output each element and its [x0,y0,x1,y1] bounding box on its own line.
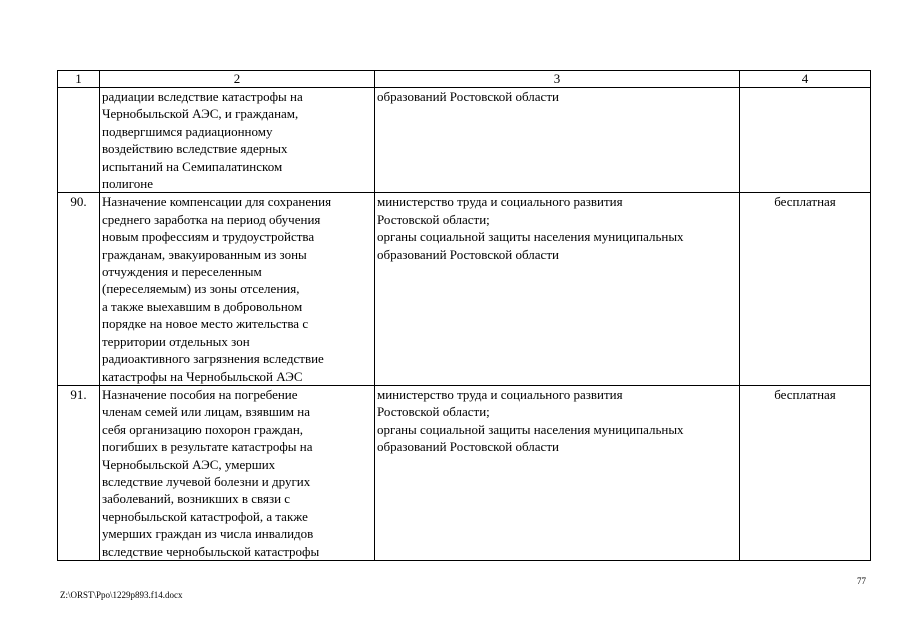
service-name-line: подвергшимся радиационному [102,123,273,139]
row-number: 90. [58,193,100,385]
service-name-line: умерших граждан из числа инвалидов [102,526,314,542]
authority-line: органы социальной защиты населения муниципальных [377,421,684,437]
table-row [58,88,871,193]
table-row [58,385,871,560]
service-name-cell [100,193,375,385]
table-header-row [58,71,871,88]
service-name-line: Чернобыльской АЭС, умерших [102,456,276,472]
table-row [58,193,871,385]
services-table [57,70,871,561]
service-name-line: себя организацию похорон граждан, [102,421,304,437]
service-name-line: погибших в результате катастрофы на [102,439,313,455]
header-col-4: 4 [740,71,871,88]
service-name-line: вследствие лучевой болезни и других [102,473,311,489]
service-name-line: чернобыльской катастрофой, а также [102,508,308,524]
file-path: Z:\ORST\Ppo\1229p893.f14.docx [60,590,183,600]
authority-line: Ростовской области; [377,404,490,420]
service-name-line: Назначение компенсации для сохранения [102,194,332,210]
authority-cell [375,193,740,385]
service-name-line: радиации вследствие катастрофы на [102,89,303,104]
service-name-line: новым профессиям и трудоустройства [102,229,315,245]
service-name-line: полигоне [102,176,153,192]
service-name-line: радиоактивного загрязнения вследствие [102,351,324,367]
authority-line: Ростовской области; [377,211,490,227]
service-name-line: испытаний на Семипалатинском [102,158,283,174]
authority-line: министерство труда и социального развития [377,386,623,402]
header-col-1: 1 [58,71,100,88]
service-name-line: воздействию вследствие ядерных [102,141,288,157]
service-name-line: Назначение пособия на погребение [102,386,298,402]
service-name-line: а также выехавшим в добровольном [102,298,303,314]
authority-line: образований Ростовской области [377,89,559,104]
service-name-line: среднего заработка на период обучения [102,211,321,227]
service-name-line: отчуждения и переселенным [102,264,262,280]
service-name-line: (переселяемым) из зоны отселения, [102,281,300,297]
service-name-cell [100,88,375,193]
service-name-line: членам семей или лицам, взявшим на [102,404,311,420]
authority-line: органы социальной защиты населения муниципальных [377,229,684,245]
row-number: 91. [58,385,100,560]
service-name-line: гражданам, эвакуированным из зоны [102,246,307,262]
service-name-line: вследствие чернобыльской катастрофы [102,543,320,559]
page-number: 77 [857,576,866,586]
service-name-line: порядке на новое место жительства с [102,316,309,332]
authority-cell [375,88,740,193]
cost-cell [740,88,871,193]
header-col-2: 2 [100,71,375,88]
service-name-line: Чернобыльской АЭС, и гражданам, [102,106,299,122]
service-name-line: заболеваний, возникших в связи с [102,491,291,507]
row-number [58,88,100,193]
authority-cell [375,385,740,560]
authority-line: министерство труда и социального развития [377,194,623,210]
header-col-3: 3 [375,71,740,88]
service-name-line: катастрофы на Чернобыльской АЭС [102,368,303,384]
service-name-line: территории отдельных зон [102,333,250,349]
cost-cell: бесплатная [740,193,871,385]
service-name-cell [100,385,375,560]
authority-line: образований Ростовской области [377,439,559,455]
authority-line: образований Ростовской области [377,246,559,262]
cost-cell: бесплатная [740,385,871,560]
